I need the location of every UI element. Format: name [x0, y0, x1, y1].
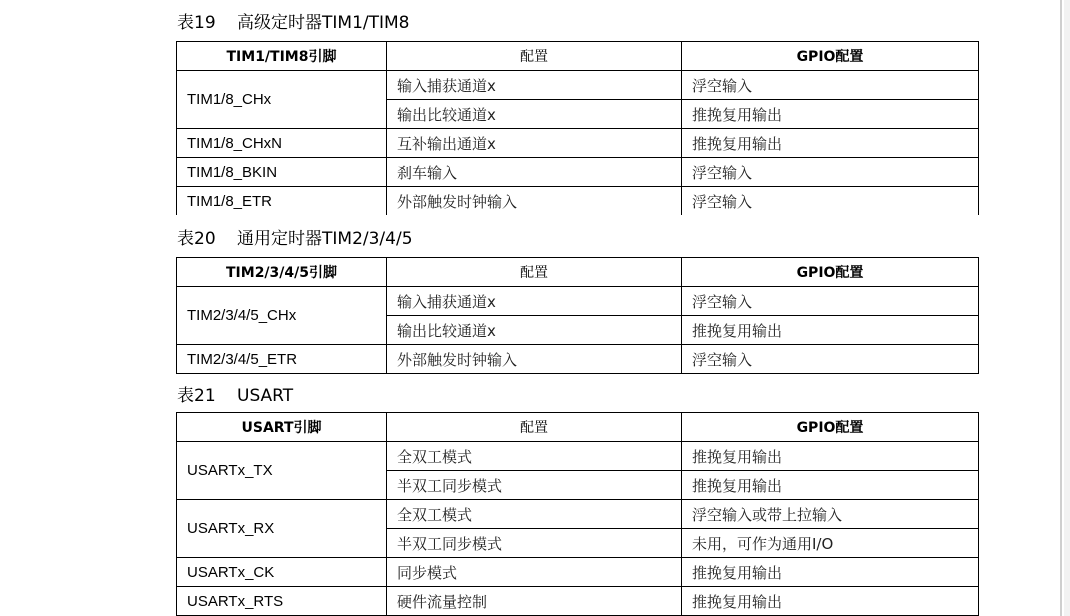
table-caption: [177, 228, 413, 250]
table-row: [177, 287, 979, 316]
pin-cell: TIM1/8_BKIN: [177, 158, 387, 187]
pin-cell: TIM2/3/4/5_CHx: [177, 287, 387, 345]
table-title: USART: [237, 386, 294, 406]
table-row: [177, 158, 979, 187]
pin-cell: USARTx_RX: [177, 500, 387, 558]
pin-cell: USARTx_RTS: [177, 587, 387, 616]
config-cell: 外部触发时钟输入: [387, 345, 682, 374]
config-table: [176, 257, 979, 374]
config-table: [176, 41, 979, 215]
pin-cell: USARTx_CK: [177, 558, 387, 587]
column-header: TIM1/TIM8引脚: [177, 42, 387, 71]
gpio-cell: 浮空输入或带上拉输入: [682, 500, 979, 529]
gpio-cell: 推挽复用输出: [682, 442, 979, 471]
page-gutter: [1064, 0, 1070, 616]
config-cell: 刹车输入: [387, 158, 682, 187]
table-row: [177, 187, 979, 216]
pin-cell: TIM1/8_ETR: [177, 187, 387, 216]
column-header: USART引脚: [177, 413, 387, 442]
table-header-row: [177, 258, 979, 287]
gpio-cell: 浮空输入: [682, 345, 979, 374]
column-header: GPIO配置: [682, 42, 979, 71]
column-header: TIM2/3/4/5引脚: [177, 258, 387, 287]
gpio-cell: 浮空输入: [682, 287, 979, 316]
gpio-cell: 浮空输入: [682, 71, 979, 100]
config-cell: 硬件流量控制: [387, 587, 682, 616]
config-cell: 输出比较通道x: [387, 100, 682, 129]
config-cell: 全双工模式: [387, 442, 682, 471]
config-cell: 全双工模式: [387, 500, 682, 529]
table-header-row: [177, 413, 979, 442]
pin-cell: TIM1/8_CHxN: [177, 129, 387, 158]
table-row: [177, 500, 979, 529]
gpio-cell: 浮空输入: [682, 158, 979, 187]
table-caption: [177, 12, 410, 34]
table-row: [177, 558, 979, 587]
page-border: [1060, 0, 1062, 616]
gpio-cell: 未用，可作为通用I/O: [682, 529, 979, 558]
gpio-cell: 推挽复用输出: [682, 558, 979, 587]
column-header: 配置: [387, 413, 682, 442]
pin-cell: TIM1/8_CHx: [177, 71, 387, 129]
pin-cell: USARTx_TX: [177, 442, 387, 500]
table-row: [177, 442, 979, 471]
column-header: 配置: [387, 42, 682, 71]
table-number: 表19: [177, 13, 216, 33]
pin-cell: TIM2/3/4/5_ETR: [177, 345, 387, 374]
config-cell: 半双工同步模式: [387, 471, 682, 500]
config-cell: 互补输出通道x: [387, 129, 682, 158]
gpio-cell: 推挽复用输出: [682, 316, 979, 345]
table-caption: [177, 385, 293, 407]
column-header: 配置: [387, 258, 682, 287]
table-title: 高级定时器TIM1/TIM8: [237, 13, 410, 33]
table-number: 表20: [177, 229, 216, 249]
config-cell: 半双工同步模式: [387, 529, 682, 558]
config-table: [176, 412, 979, 616]
config-cell: 同步模式: [387, 558, 682, 587]
config-cell: 输入捕获通道x: [387, 287, 682, 316]
table-row: [177, 587, 979, 616]
table-title: 通用定时器TIM2/3/4/5: [237, 229, 413, 249]
table-header-row: [177, 42, 979, 71]
config-cell: 输出比较通道x: [387, 316, 682, 345]
gpio-cell: 推挽复用输出: [682, 587, 979, 616]
gpio-cell: 推挽复用输出: [682, 471, 979, 500]
config-cell: 输入捕获通道x: [387, 71, 682, 100]
gpio-cell: 推挽复用输出: [682, 129, 979, 158]
table-row: [177, 129, 979, 158]
table-number: 表21: [177, 386, 216, 406]
gpio-cell: 浮空输入: [682, 187, 979, 216]
column-header: GPIO配置: [682, 413, 979, 442]
table-row: [177, 71, 979, 100]
config-cell: 外部触发时钟输入: [387, 187, 682, 216]
column-header: GPIO配置: [682, 258, 979, 287]
table-row: [177, 345, 979, 374]
gpio-cell: 推挽复用输出: [682, 100, 979, 129]
